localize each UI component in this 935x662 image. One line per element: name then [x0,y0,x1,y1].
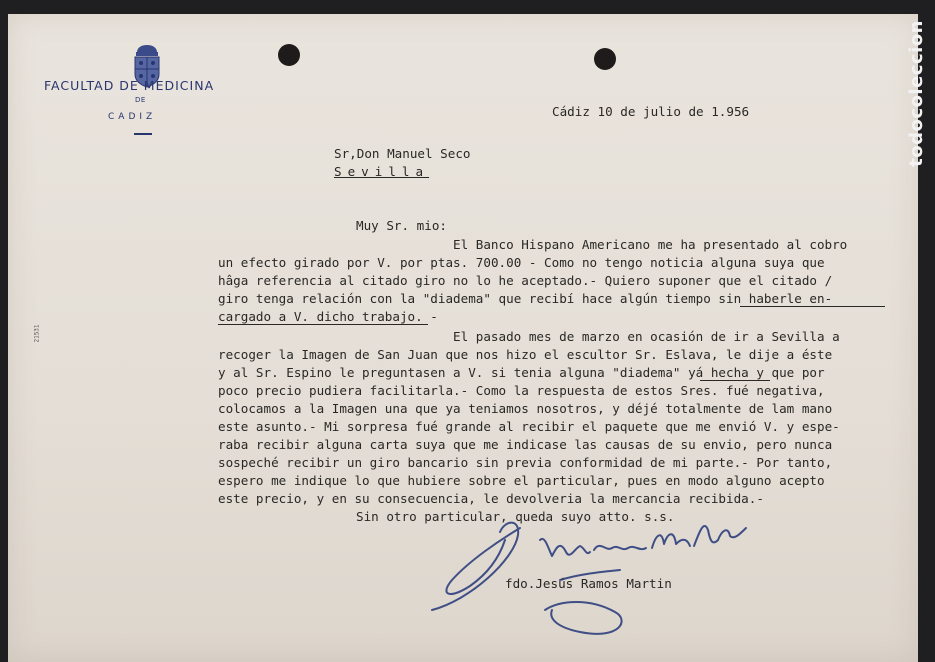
body-line-11: este asunto.- Mi sorpresa fué grande al recibir el paquete que me envió V. y espe- [218,419,840,434]
closing-line: Sin otro particular, queda suyo atto. s.s. [356,509,675,524]
body-line-2: un efecto girado por V. por ptas. 700.00 - Como no tengo noticia alguna suya que [218,255,825,270]
body-line-10: colocamos a la Imagen una que ya teniamos nosotros, y déjé totalmente de lam mano [218,401,833,416]
signature-line: fdo.Jesús Ramos Martin [505,576,672,591]
body-line-6: El pasado mes de marzo en ocasión de ir a Sevilla a [453,329,840,344]
body-line-1: El Banco Hispano Americano me ha presentado al cobro [453,237,848,252]
body-line-5: cargado a V. dicho trabajo. - [218,309,438,324]
body-line-14: espero me indique lo que hubiere sobre el particular, pues en modo alguno acepto [218,473,825,488]
body-line-8: y al Sr. Espino le preguntasen a V. si tenia alguna "diadema" yá hecha y que por [218,365,825,380]
body-line-3: hâga referencia al citado giro no lo he aceptado.- Quiero suponer que el citado / [218,273,833,288]
body-line-9: poco precio pudiera facilitarla.- Como la respuesta de estos Sres. fué negativa, [218,383,825,398]
salutation: Muy Sr. mio: [356,218,447,233]
body-line-15: este precio, y en su consecuencia, le devolveria la mercancia recibida.- [218,491,764,506]
body-line-4: giro tenga relación con la "diadema" que recibí hace algún tiempo sin haberle en- [218,291,833,306]
side-code: 21531 [33,324,41,343]
recipient-city-text: Sevilla [334,164,430,179]
recipient-name: Sr,Don Manuel Seco [334,146,471,161]
body-line-13: sospeché recibir un giro bancario sin previa conformidad de mi parte.- Por tanto, [218,455,833,470]
date-line: Cádiz 10 de julio de 1.956 [552,104,750,119]
watermark: todocoleccion [906,20,927,167]
body-line-7: recoger la Imagen de San Juan que nos hizo el escultor Sr. Eslava, le dije a éste [218,347,833,362]
letterhead-de: DE [135,96,146,104]
letterhead-faculty: FACULTAD DE MEDICINA [44,78,215,93]
letterhead-city: CADIZ [108,112,157,122]
body-line-12: raba recibir alguna carta suya que me indicase las causas de su envio, pero nunca [218,437,833,452]
